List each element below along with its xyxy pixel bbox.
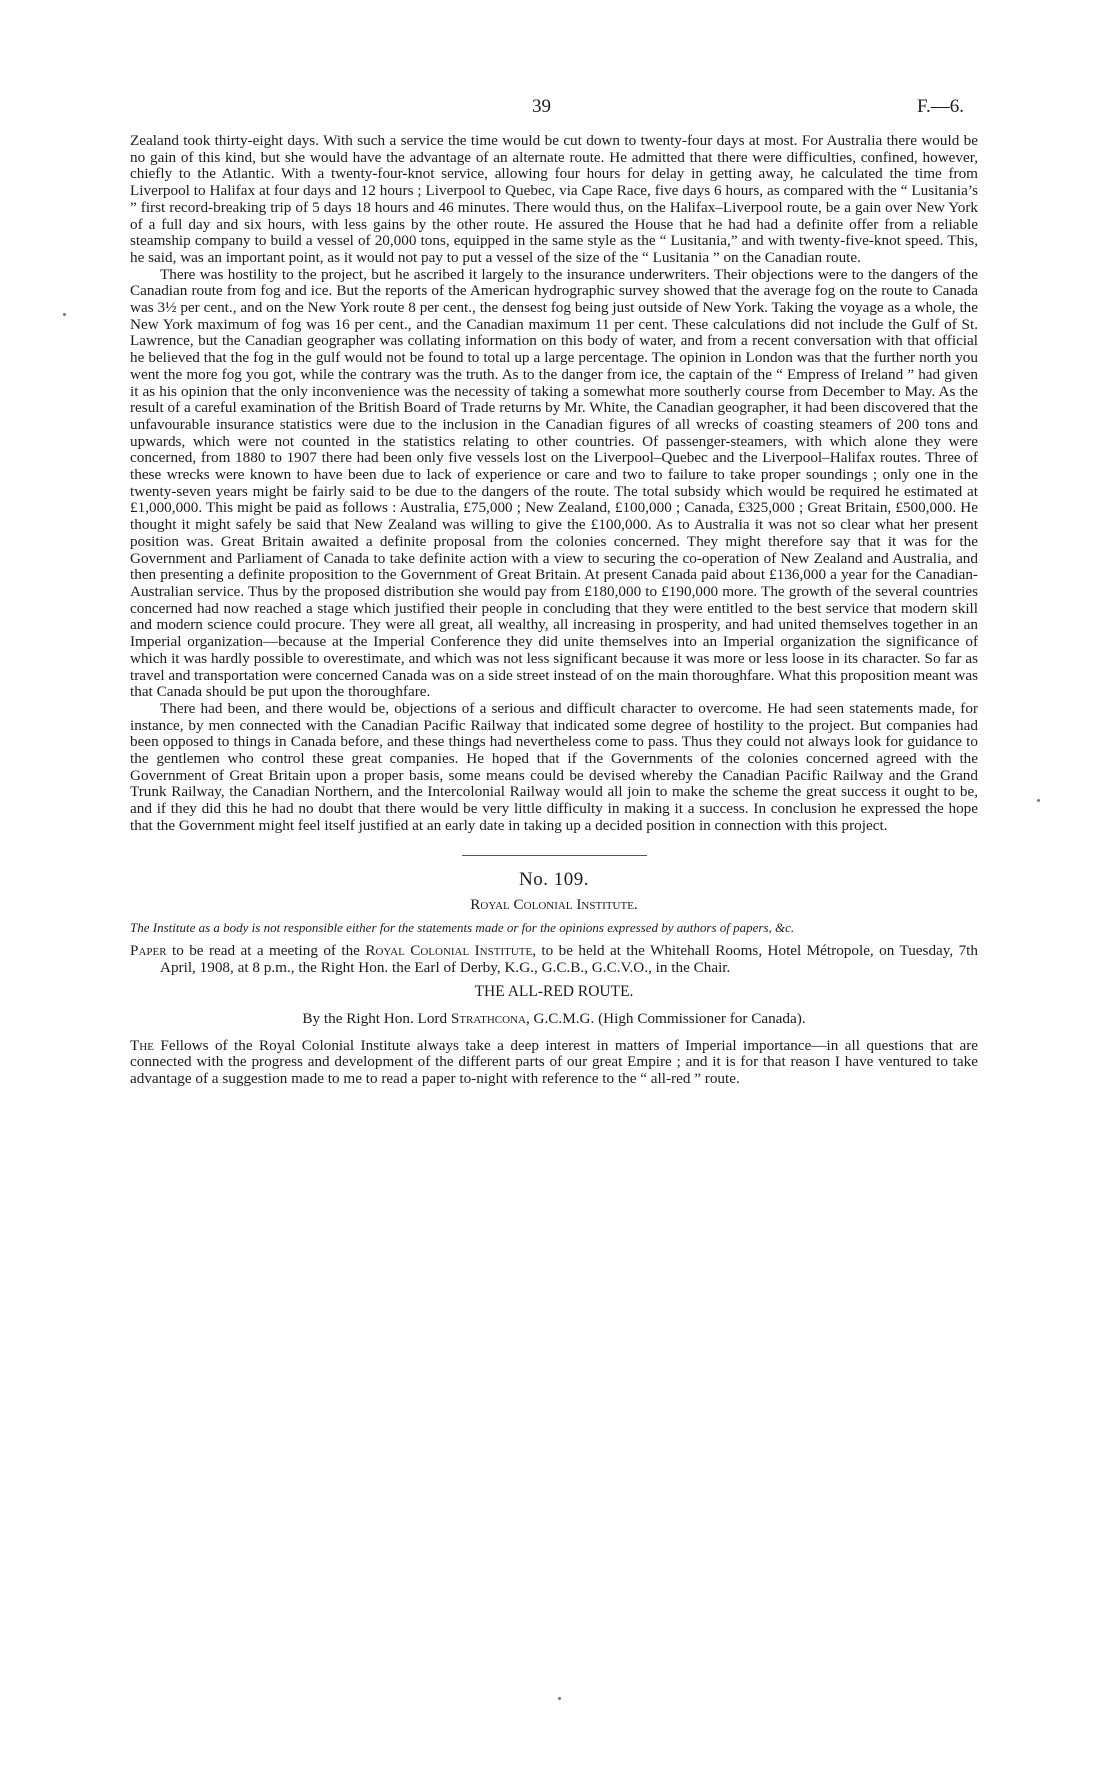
paper-text: to be read at a meeting of the <box>166 941 366 959</box>
margin-mark <box>63 313 66 316</box>
author-byline <box>130 1011 978 1028</box>
section-number: No. 109. <box>519 868 589 890</box>
margin-mark <box>558 1697 561 1700</box>
disclaimer-note: The Institute as a body is not responsible either for the statements made or for the opinions expressed by authors of papers, &c. <box>130 919 795 935</box>
paragraph-continuation: Zealand took thirty-eight days. With such a service the time would be cut down to twenty-four days at most. For Australia there would be no gain of this kind, but she would have the advantage of an alternate route. He admitted that there were difficulties, confined, however, chiefly to the Atlantic. With a twenty-four-knot service, allowing four hours for delay in getting away, he calculated the time from Liverpool to Halifax at four days and 12 hours ; Liverpool to Quebec, via Cape Race, five days 6 hours, as compared with the “ Lusitania’s ” first record-breaking trip of 5 days 18 hours and 46 minutes. There would thus, on the Halifax–Liverpool route, be a gain over New York of a full day and six hours, with less gains by the other route. He assured the House that he had had a definite offer from a reliable steamship company to build a vessel of 20,000 tons, equipped in the same style as the “ Lusitania,” and with twenty-five-knot speed. This, he said, was an important point, as it would not pay to put a vessel of the size of the “ Lusitania ” on the Canadian route. <box>130 132 978 266</box>
paper-title: THE ALL-RED ROUTE. <box>474 983 634 1001</box>
paper-institute: Royal Colonial Institute <box>365 941 533 959</box>
paper-announcement <box>130 943 978 976</box>
opening-text: Fellows of the Royal Colonial Institute always take a deep interest in matters of Imperial importance—in all questions that are connected with the progress and development of the different parts of our great Empire ; and it is for that reason I have ventured to take advantage of a suggestion made to me to read a paper to-night with reference to the “ all-red ” route. <box>130 1036 978 1088</box>
paragraph: There was hostility to the project, but he ascribed it largely to the insurance underwriters. Their objections were to the dangers of the Canadian route from fog and ice. But the reports of the American hydrographic survey showed that the average fog on the route to Canada was 3½ per cent., and on the New York route 8 per cent., the densest fog being just outside of New York. Taking the voyage as a whole, the New York maximum of fog was 16 per cent., and the Canadian maximum 11 per cent. These calculations did not include the Gulf of St. Lawrence, but the Canadian geographer was collating information on this body of water, and from a recent conversation with that official he believed that the fog in the gulf would not be found to total up a large percentage. The opinion in London was that the further north you went the more fog you got, while the contrary was the truth. As to the danger from ice, the captain of the “ Empress of Ireland ” had given it as his opinion that the only inconvenience was the necessity of taking a somewhat more southerly course from December to May. As the result of a careful examination of the British Board of Trade returns by Mr. White, the Canadian geographer, it had been discovered that the unfavourable insurance statistics were due to the inclusion in the Canadian figures of all wrecks of coasting steamers of 200 tons and upwards, which were not counted in the statistics relating to other countries. Of passenger-steamers, with which alone they were concerned, from 1880 to 1907 there had been only five vessels lost on the Liverpool–Quebec and the Liverpool–Halifax routes. Three of these wrecks were known to have been due to lack of experience or care and two to failure to take proper soundings ; only one in the twenty-seven years might be fairly said to be due to the dangers of the route. The total subsidy which would be required he estimated at £1,000,000. This might be paid as follows : Australia, £75,000 ; New Zealand, £100,000 ; Canada, £325,000 ; Great Britain, £500,000. He thought it might safely be said that New Zealand was willing to give the £100,000. As to Australia it was not so clear what her present position was. Great Britain awaited a definite proposal from the colonies concerned. They might therefore say that it was for the Government and Parliament of Canada to take definite action with a view to securing the co-operation of New Zealand and Australia, and then presenting a definite proposition to the Government of Great Britain. At present Canada paid about £136,000 a year for the Canadian-Australian service. Thus by the proposed distribution she would pay from £180,000 to £190,000 more. The growth of the several countries concerned had now reached a stage which justified their people in concluding that they were entitled to the best service that modern skill and modern science could procure. They were all great, all wealthy, all increasing in prosperity, and had united themselves together in an Imperial organization—because at the Imperial Conference they did unite themselves into an Imperial organization the significance of which it was hardly possible to overestimate, and which was not less significant because it was more or less loose in its character. So far as travel and transportation were concerned Canada was on a side street instead of on the main thoroughfare. What this proposition meant was that Canada should be put upon the thoroughfare. <box>130 265 978 701</box>
page-header <box>0 96 1114 126</box>
institute-heading: Royal Colonial Institute. <box>470 896 638 914</box>
byline-suffix: , G.C.M.G. (High Commissioner for Canada). <box>525 1010 806 1028</box>
page-number: 39 <box>532 96 551 117</box>
body-text <box>130 133 978 1088</box>
paper-lead: Paper <box>130 941 167 959</box>
paragraph: There had been, and there would be, objections of a serious and difficult character to overcome. He had seen statements made, for instance, by men connected with the Canadian Pacific Railway that indicated some degree of hostility to the project. But companies had been opposed to things in Canada before, and these things had nevertheless come to pass. Thus they could not always look for guidance to the gentlemen who control these great companies. He hoped that if the Governments of the colonies concerned agreed with the Government of Great Britain upon a proper basis, some means could be devised whereby the Canadian Pacific Railway and the Grand Trunk Railway, the Canadian Northern, and the Intercolonial Railway would all join to make the scheme the great success it ought to be, and if they did this he had no doubt that there would be very little difficulty in making it a success. In conclusion he expressed the hope that the Government might feel itself justified at an early date in taking up a decided position in connection with this project. <box>130 699 978 834</box>
opening-lead: The <box>130 1036 154 1054</box>
document-reference: F.—6. <box>916 96 964 117</box>
paper-details: , to be held at the Whitehall Rooms, Hotel Métropole, on Tuesday, 7th April, 1908, at 8 p.m., the Right Hon. the Earl of Derby, K.G., G.C.B., G.C.V.O., in the Chair. <box>160 941 978 976</box>
margin-mark <box>1037 799 1040 802</box>
section-divider <box>462 855 647 856</box>
byline-prefix: By the Right Hon. Lord <box>302 1010 451 1028</box>
opening-paragraph <box>130 1038 978 1088</box>
author-name: Strathcona <box>450 1010 526 1028</box>
